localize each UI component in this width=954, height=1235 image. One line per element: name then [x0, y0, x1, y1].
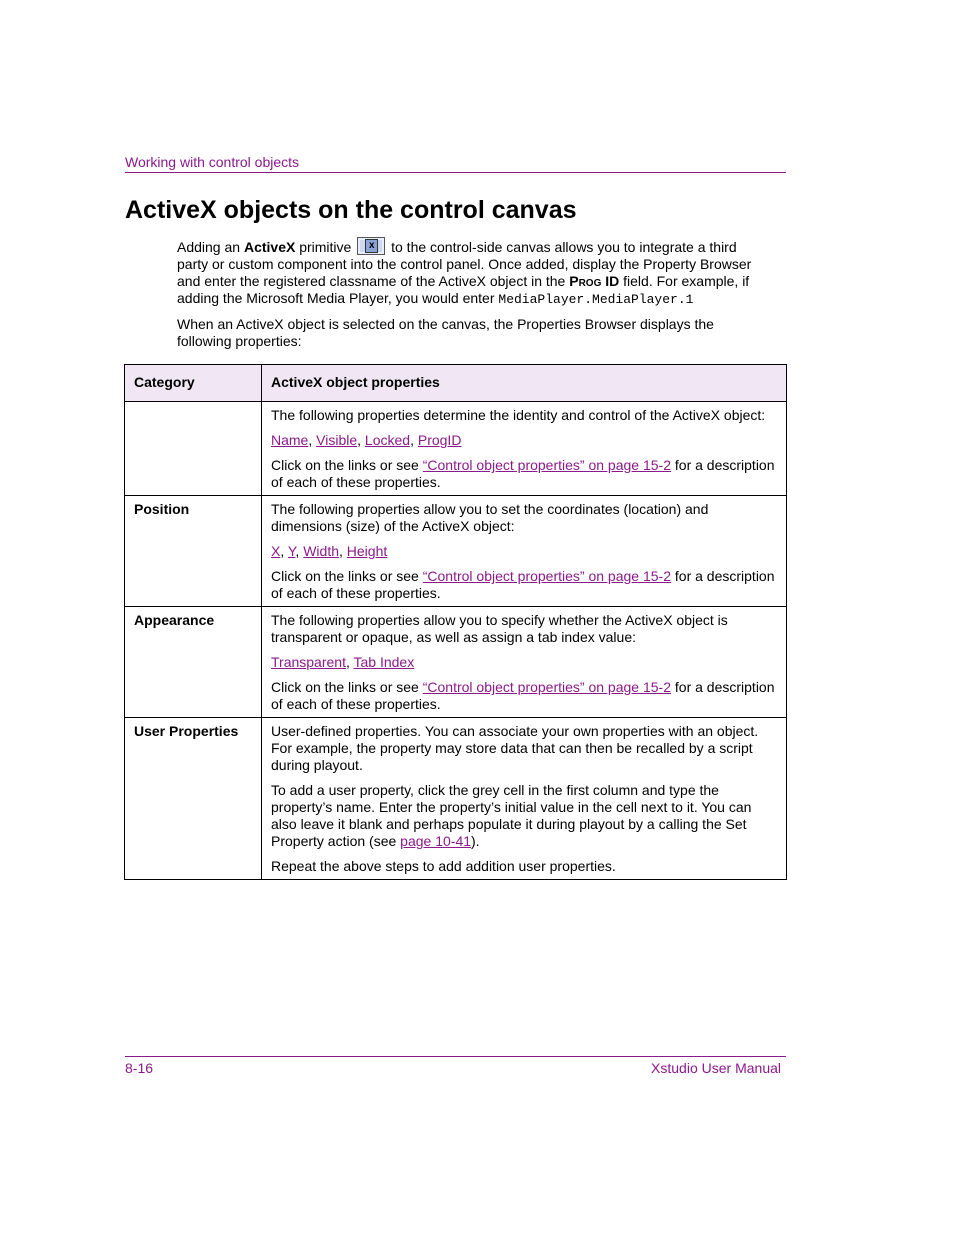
- property-links: Name, Visible, Locked, ProgID: [271, 432, 462, 448]
- link-locked[interactable]: Locked: [364, 432, 411, 448]
- instruction-text: ).: [471, 833, 480, 849]
- table-row: [125, 607, 787, 718]
- note-text: Click on the links or see: [271, 679, 423, 695]
- category-cell: Position: [125, 496, 262, 607]
- properties-cell: [262, 496, 787, 607]
- intro-bold-activex: ActiveX: [243, 239, 296, 255]
- intro-text: to the control-side canvas allows you to integrate a third party or custom component into the control panel. Once added, display the Property Browser and enter the registered classname of the ActiveX object in the: [177, 239, 752, 289]
- link-y[interactable]: Y: [287, 543, 296, 559]
- instruction-text: To add a user property, click the grey cell in the first column and type the property’s name. Enter the property’s initial value in the cell next to it. You can also leave it blank and perhaps populate it during playout by a calling the Set Property action (see: [271, 782, 752, 849]
- note-text: for a description of each of these properties.: [271, 568, 775, 601]
- row-description: The following properties allow you to set the coordinates (location) and dimensions (size) of the ActiveX object:: [271, 501, 709, 534]
- link-control-object-properties[interactable]: “Control object properties” on page 15-2: [422, 457, 671, 473]
- page-title: ActiveX objects on the control canvas: [125, 196, 577, 224]
- category-cell: [125, 402, 262, 496]
- link-progid[interactable]: ProgID: [417, 432, 462, 448]
- link-x[interactable]: X: [271, 543, 281, 559]
- table-header-row: [125, 365, 787, 402]
- link-visible[interactable]: Visible: [316, 432, 358, 448]
- link-tab-index[interactable]: Tab Index: [353, 654, 415, 670]
- property-links: X, Y, Width, Height: [271, 543, 388, 559]
- header-properties: ActiveX object properties: [262, 365, 787, 402]
- intro-paragraph-2: When an ActiveX object is selected on the canvas, the Properties Browser displays the following properties:: [177, 316, 714, 349]
- classname-example: MediaPlayer.MediaPlayer.1: [498, 292, 694, 307]
- prog-id-label-suffix: ID: [601, 273, 620, 289]
- note-text: Click on the links or see: [271, 457, 423, 473]
- intro-text: Adding an: [177, 239, 244, 255]
- intro-section: [177, 237, 767, 358]
- activex-properties-table: [124, 364, 787, 880]
- row-note: [271, 457, 777, 491]
- row-note: [271, 679, 777, 713]
- row-description: The following properties determine the identity and control of the ActiveX object:: [271, 407, 766, 423]
- activex-primitive-glyph: x: [365, 239, 378, 253]
- table-row: [125, 718, 787, 880]
- category-cell: User Properties: [125, 718, 262, 880]
- link-control-object-properties[interactable]: “Control object properties” on page 15-2: [422, 679, 671, 695]
- property-links: Transparent, Tab Index: [271, 654, 415, 670]
- row-note: [271, 568, 777, 602]
- link-name[interactable]: Name: [271, 432, 309, 448]
- user-properties-instructions: [271, 782, 777, 850]
- link-control-object-properties[interactable]: “Control object properties” on page 15-2: [422, 568, 671, 584]
- intro-text: primitive: [295, 239, 356, 255]
- user-properties-repeat: Repeat the above steps to add addition user properties.: [271, 858, 616, 874]
- link-height[interactable]: Height: [346, 543, 388, 559]
- properties-cell: [262, 402, 787, 496]
- activex-primitive-icon: [357, 237, 385, 255]
- prog-id-label: Prog: [569, 273, 602, 289]
- link-width[interactable]: Width: [303, 543, 339, 559]
- link-page-10-41[interactable]: page 10-41: [400, 833, 472, 849]
- header-category: Category: [125, 365, 262, 402]
- note-text: for a description of each of these properties.: [271, 679, 775, 712]
- intro-text: field. For example, if adding the Microsoft Media Player, you would enter: [177, 273, 750, 306]
- link-transparent[interactable]: Transparent: [271, 654, 346, 670]
- properties-cell: [262, 607, 787, 718]
- category-cell: Appearance: [125, 607, 262, 718]
- page-number: 8-16: [125, 1060, 154, 1076]
- properties-cell: [262, 718, 787, 880]
- note-text: for a description of each of these properties.: [271, 457, 775, 490]
- running-head: Working with control objects: [125, 154, 786, 173]
- intro-paragraph-1: [177, 237, 767, 308]
- row-description: The following properties allow you to specify whether the ActiveX object is transparent or opaque, as well as assign a tab index value:: [271, 612, 728, 645]
- user-properties-description: User-defined properties. You can associate your own properties with an object. For example, the property may store data that can then be recalled by a script during playout.: [271, 723, 759, 773]
- table-row: [125, 496, 787, 607]
- table-row: [125, 402, 787, 496]
- note-text: Click on the links or see: [271, 568, 423, 584]
- manual-name: Xstudio User Manual: [651, 1060, 781, 1076]
- footer-rule: [125, 1056, 786, 1057]
